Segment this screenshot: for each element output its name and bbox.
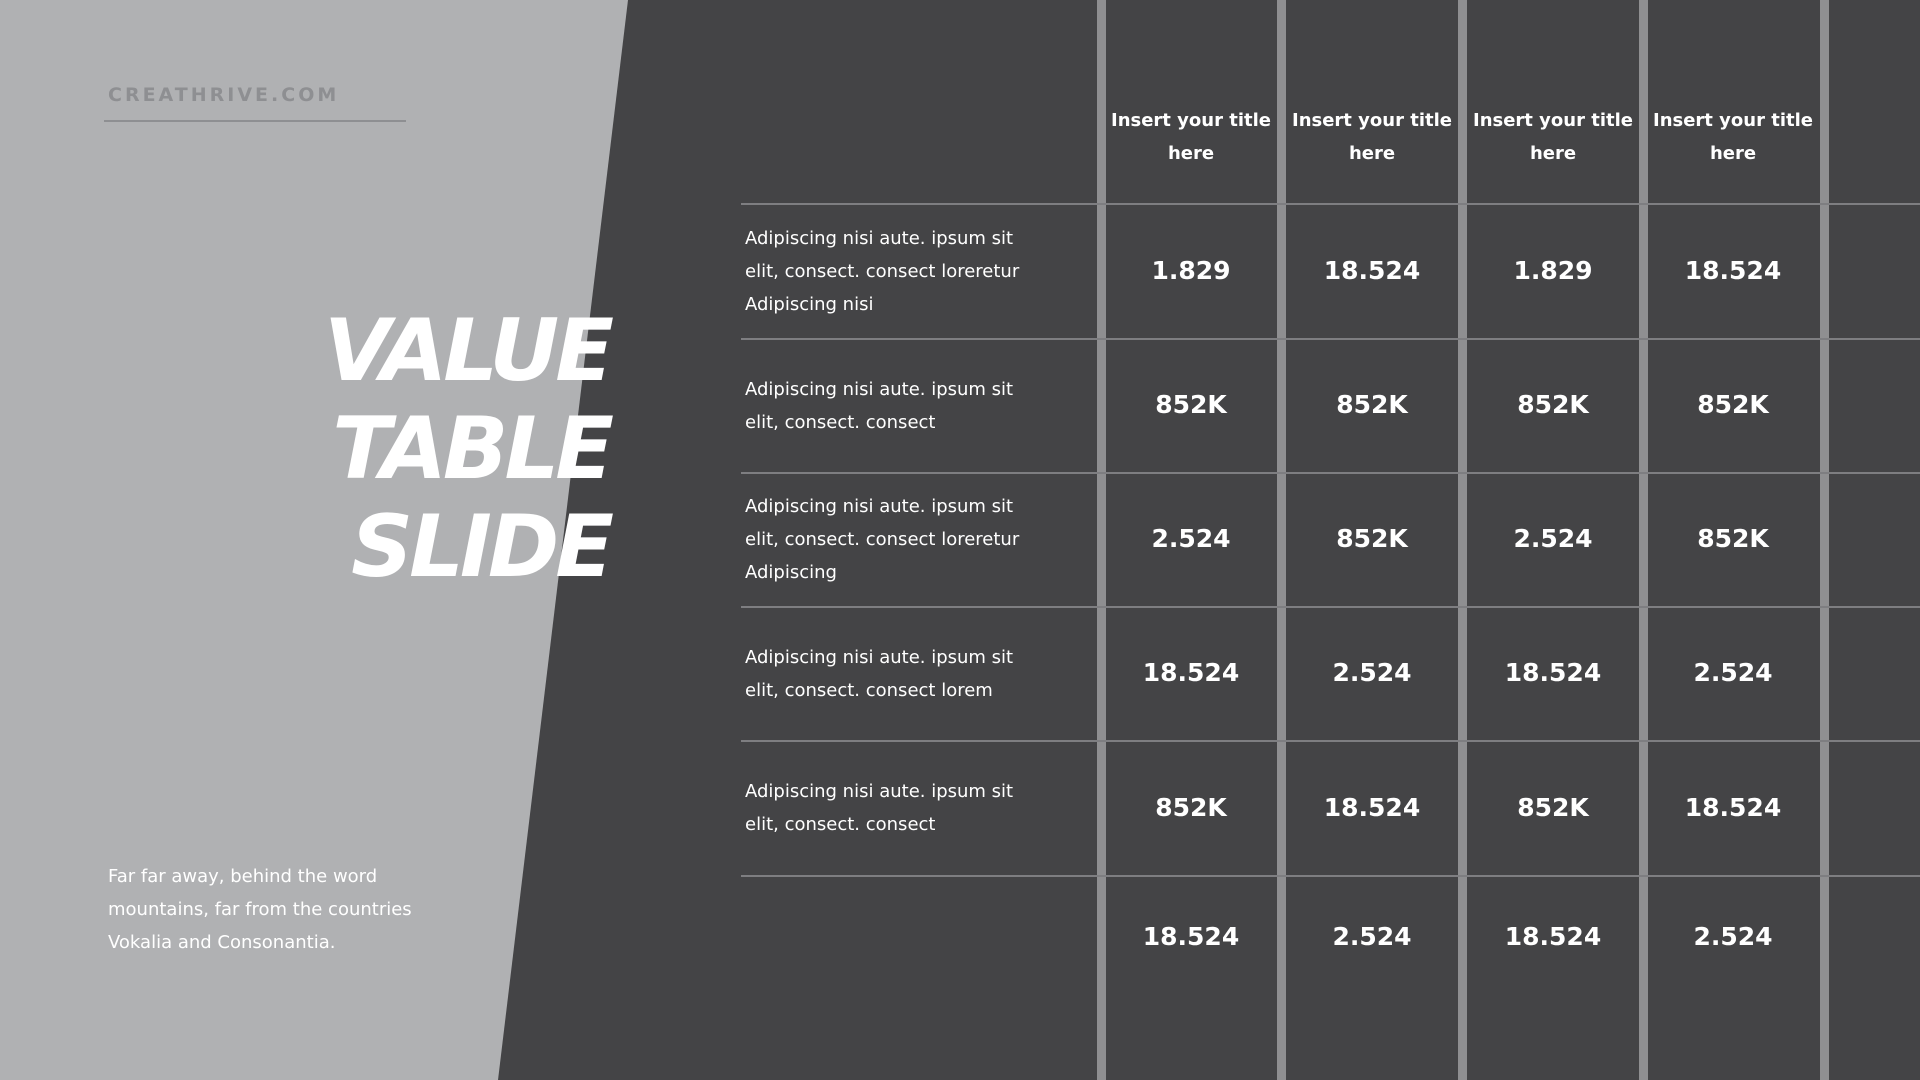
column-header-4: Insert your title here <box>1653 110 1813 164</box>
table-cell: 18.524 <box>1142 658 1240 687</box>
table-cell: 2.524 <box>1513 524 1593 553</box>
column-divider <box>1820 0 1829 1080</box>
table-cell: 2.524 <box>1332 922 1412 951</box>
table-cell: 2.524 <box>1332 658 1412 687</box>
column-divider <box>1458 0 1467 1080</box>
title-line-3: SLIDE <box>351 497 610 597</box>
row-divider <box>741 203 1920 205</box>
table-cell: 18.524 <box>1142 922 1240 951</box>
table-cell: 18.524 <box>1684 793 1782 822</box>
row-divider <box>741 338 1920 340</box>
table-cell: 2.524 <box>1151 524 1231 553</box>
table-cell: 852K <box>1336 390 1408 419</box>
description-text: Far far away, behind the word mountains, far from the countries Vokalia and Consonantia. <box>108 866 412 953</box>
table-cell: 2.524 <box>1693 922 1773 951</box>
row-label-5: Adipiscing nisi aute. ipsum sit elit, consect. consect <box>745 781 1014 835</box>
title-line-1: VALUE <box>324 301 610 401</box>
brand-text[interactable]: CREATHRIVE.COM <box>108 84 340 106</box>
table-cell: 18.524 <box>1504 922 1602 951</box>
table-cell: 18.524 <box>1323 256 1421 285</box>
slide-title <box>200 302 610 596</box>
row-divider <box>741 740 1920 742</box>
table-cell: 852K <box>1697 524 1769 553</box>
column-header-3: Insert your title here <box>1473 110 1633 164</box>
row-divider <box>741 875 1920 877</box>
column-header-1: Insert your title here <box>1111 110 1271 164</box>
row-divider <box>741 472 1920 474</box>
row-divider <box>741 606 1920 608</box>
table-cell: 2.524 <box>1693 658 1773 687</box>
table-cell: 1.829 <box>1151 256 1231 285</box>
title-line-2: TABLE <box>332 399 610 499</box>
brand-underline <box>104 120 406 122</box>
table-cell: 852K <box>1697 390 1769 419</box>
row-label-4: Adipiscing nisi aute. ipsum sit elit, consect. consect lorem <box>745 647 1014 701</box>
table-cell: 852K <box>1517 793 1589 822</box>
column-header-2: Insert your title here <box>1292 110 1452 164</box>
table-cell: 18.524 <box>1504 658 1602 687</box>
table-cell: 852K <box>1155 793 1227 822</box>
row-label-2: Adipiscing nisi aute. ipsum sit elit, consect. consect <box>745 379 1014 433</box>
column-divider <box>1277 0 1286 1080</box>
table-cell: 852K <box>1517 390 1589 419</box>
row-label-3: Adipiscing nisi aute. ipsum sit elit, consect. consect loreretur Adipiscing <box>745 496 1020 583</box>
table-cell: 18.524 <box>1684 256 1782 285</box>
table-cell: 1.829 <box>1513 256 1593 285</box>
row-label-1: Adipiscing nisi aute. ipsum sit elit, consect. consect loreretur Adipiscing nisi <box>745 228 1020 315</box>
table-cell: 852K <box>1336 524 1408 553</box>
table-cell: 18.524 <box>1323 793 1421 822</box>
table-cell: 852K <box>1155 390 1227 419</box>
